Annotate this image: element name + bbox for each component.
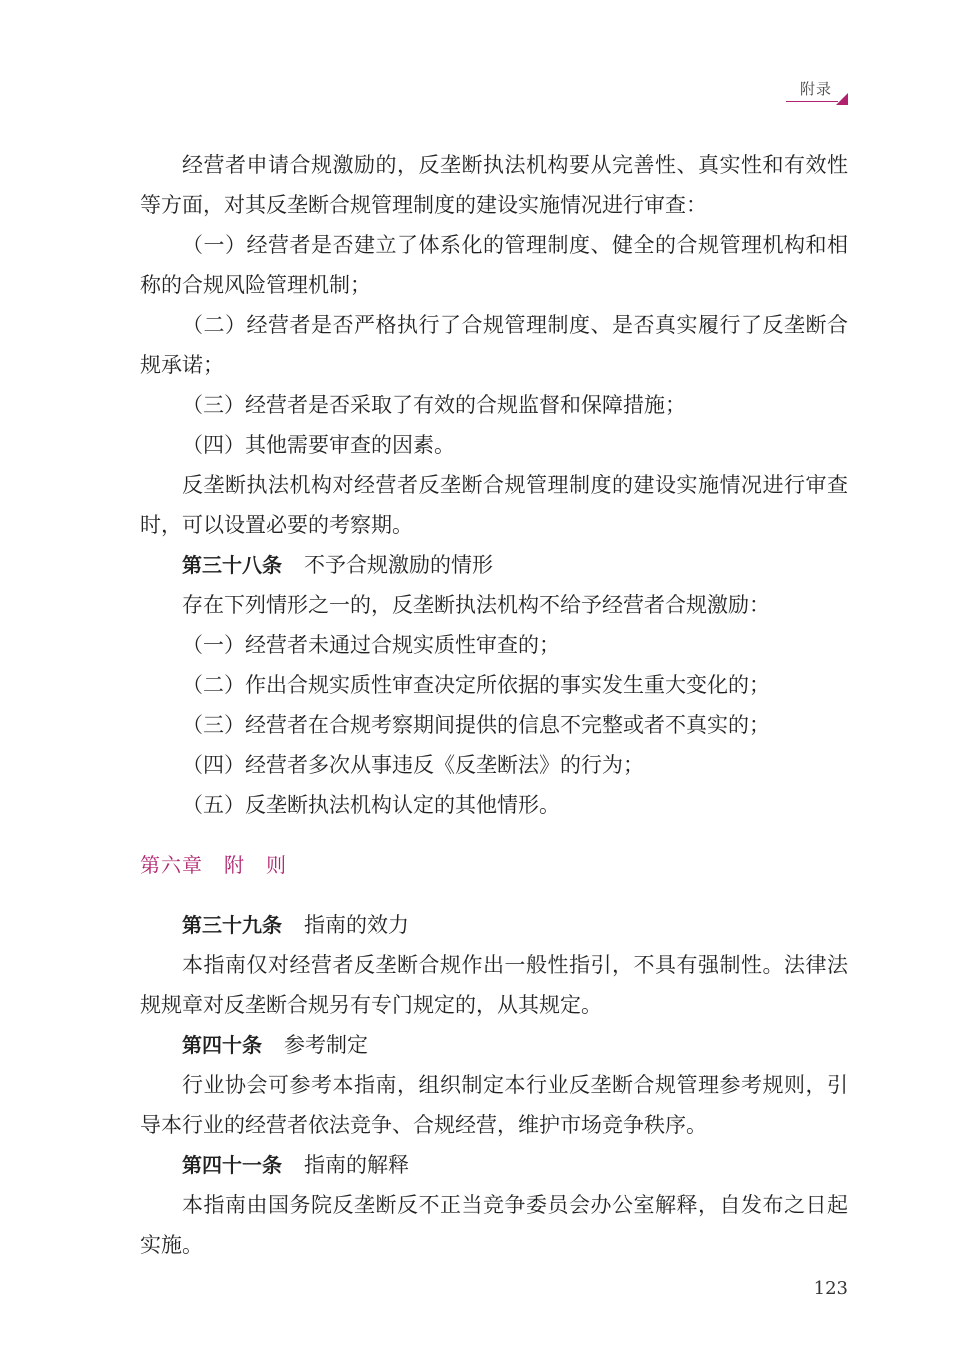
article-title: 参考制定: [284, 1033, 368, 1057]
chapter-title: 第六章 附 则: [140, 853, 287, 877]
article-number: 第四十条: [182, 1033, 262, 1057]
list-item: （一）经营者是否建立了体系化的管理制度、健全的合规管理机构和相称的合规风险管理机制；: [140, 233, 848, 297]
running-header: [786, 78, 848, 106]
list-item: （二）作出合规实质性审查决定所依据的事实发生重大变化的；: [182, 673, 770, 697]
article-title: 指南的解释: [304, 1153, 409, 1177]
article-heading: [140, 1145, 848, 1185]
article-heading: [140, 1025, 848, 1065]
page-number: 123: [813, 1278, 848, 1299]
article-title: 不予合规激励的情形: [304, 553, 493, 577]
list-item: （四）经营者多次从事违反《反垄断法》的行为；: [182, 753, 644, 777]
paragraph: 经营者申请合规激励的，反垄断执法机构要从完善性、真实性和有效性等方面，对其反垄断合规管理制度的建设实施情况进行审查：: [140, 153, 848, 217]
page-body: [140, 145, 848, 1265]
list-item: （一）经营者未通过合规实质性审查的；: [182, 633, 560, 657]
article-title: 指南的效力: [304, 913, 409, 937]
paragraph: 存在下列情形之一的，反垄断执法机构不给予经营者合规激励：: [182, 593, 770, 617]
corner-triangle-icon: [836, 93, 848, 105]
header-rule: [786, 101, 838, 102]
paragraph: 行业协会可参考本指南，组织制定本行业反垄断合规管理参考规则，引导本行业的经营者依法竞争、合规经营，维护市场竞争秩序。: [140, 1073, 848, 1137]
paragraph: 本指南由国务院反垄断反不正当竞争委员会办公室解释，自发布之日起实施。: [140, 1193, 848, 1257]
list-item: （三）经营者是否采取了有效的合规监督和保障措施；: [182, 393, 686, 417]
article-heading: [140, 545, 848, 585]
article-number: 第三十八条: [182, 553, 282, 577]
section-label: 附录: [799, 80, 832, 98]
list-item: （三）经营者在合规考察期间提供的信息不完整或者不真实的；: [182, 713, 770, 737]
article-number: 第三十九条: [182, 913, 282, 937]
list-item: （四）其他需要审查的因素。: [182, 433, 455, 457]
list-item: （五）反垄断执法机构认定的其他情形。: [182, 793, 560, 817]
article-heading: [140, 905, 848, 945]
list-item: （二）经营者是否严格执行了合规管理制度、是否真实履行了反垄断合规承诺；: [140, 313, 848, 377]
paragraph: 反垄断执法机构对经营者反垄断合规管理制度的建设实施情况进行审查时，可以设置必要的考察期。: [140, 473, 848, 537]
paragraph: 本指南仅对经营者反垄断合规作出一般性指引，不具有强制性。法律法规规章对反垄断合规另有专门规定的，从其规定。: [140, 953, 848, 1017]
article-number: 第四十一条: [182, 1153, 282, 1177]
